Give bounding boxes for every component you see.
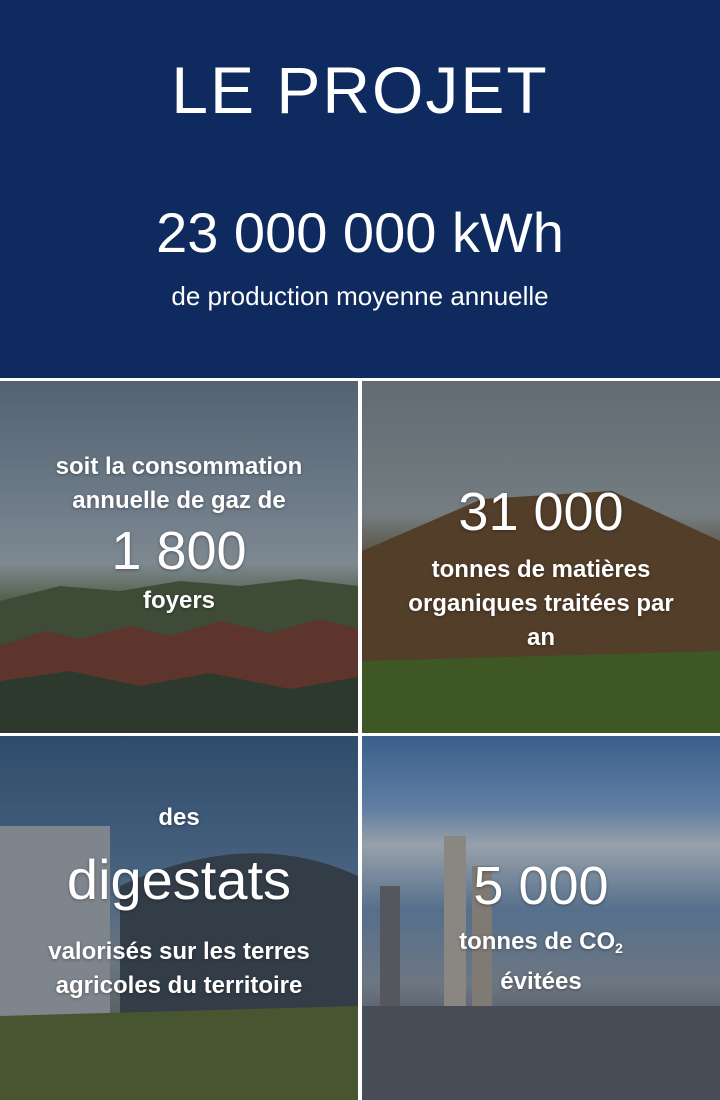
- tile-co2: [362, 736, 720, 1100]
- tile-intro: soit la consommation annuelle de gaz de: [55, 453, 303, 514]
- caption-suffix: évitées: [500, 968, 582, 995]
- tile-intro: des: [158, 804, 200, 831]
- tile-caption: foyers: [142, 587, 216, 614]
- tile-households: [0, 381, 358, 733]
- page-title: LE PROJET: [171, 53, 549, 127]
- tile-caption: tonnes de matières organiques traitées par an: [408, 556, 674, 651]
- tile-caption: valorisés sur les terres agricoles du territoire: [48, 938, 310, 999]
- tile-organic-matter: [362, 381, 720, 733]
- production-caption: de production moyenne annuelle: [171, 281, 549, 311]
- tile-content: [362, 853, 720, 999]
- caption-prefix: tonnes de CO: [459, 928, 616, 955]
- tile-digestates: [0, 736, 358, 1100]
- header-banner: [0, 0, 720, 378]
- tile-value: digestats: [66, 848, 292, 911]
- co2-subscript: 2: [615, 940, 623, 956]
- tile-content: [0, 450, 358, 618]
- tile-content: [0, 801, 358, 1003]
- tile-content: [362, 479, 720, 655]
- tile-value: 31 000: [458, 482, 624, 542]
- tile-caption: [362, 925, 720, 999]
- tile-value: 1 800: [111, 521, 247, 581]
- tile-value: 5 000: [473, 856, 609, 916]
- production-value: 23 000 000 kWh: [156, 201, 564, 264]
